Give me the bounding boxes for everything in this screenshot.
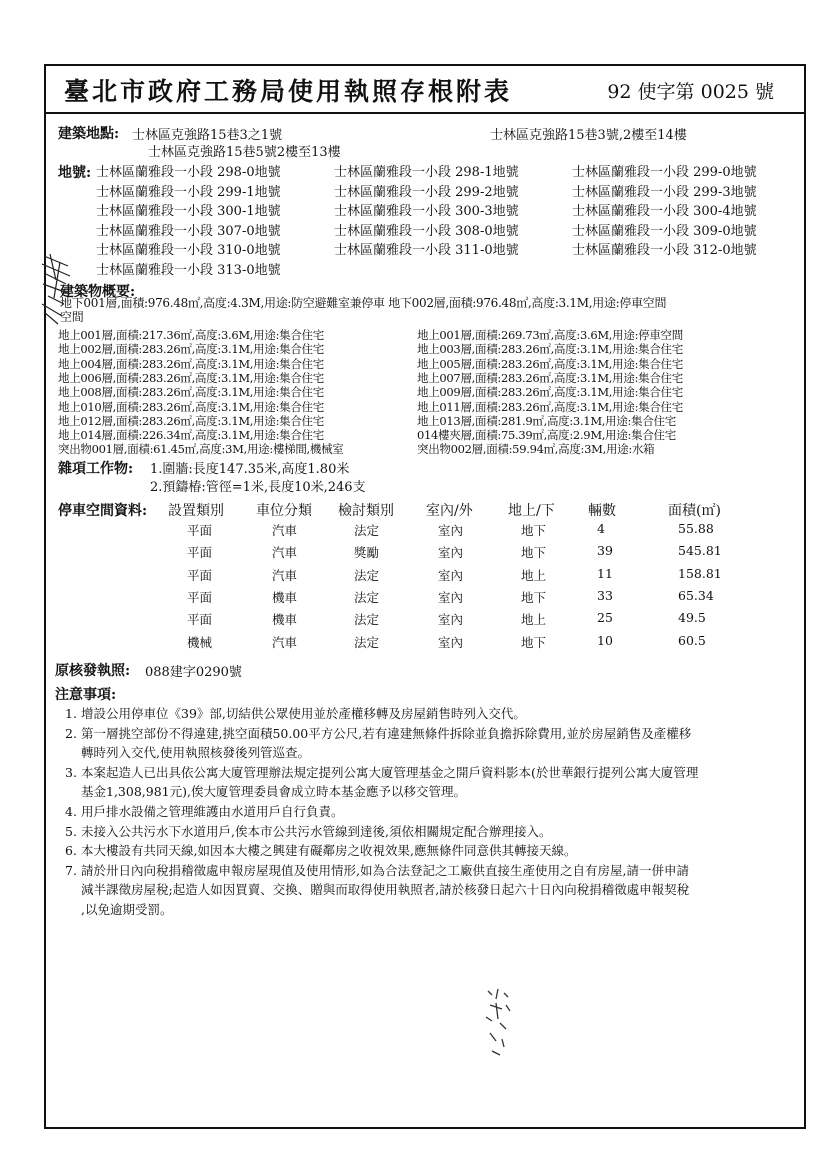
table-cell: 地上 bbox=[521, 567, 547, 583]
table-cell: 545.81 bbox=[678, 543, 722, 559]
land-lot: 士林區蘭雅段一小段 313-0地號 bbox=[96, 262, 281, 278]
floor-line: 突出物002層,面積:59.94㎡,高度:3M,用途:水箱 bbox=[417, 442, 655, 457]
table-cell: 法定 bbox=[354, 567, 380, 583]
note-text: 轉時列入交代,使用執照核發後列管巡查。 bbox=[81, 745, 310, 761]
table-cell: 平面 bbox=[187, 612, 213, 628]
original-permit-value: 088建字0290號 bbox=[145, 665, 242, 680]
note-line bbox=[65, 822, 551, 841]
note-text: 用戶排水設備之管理維護由水道用戶自行負責。 bbox=[81, 804, 344, 819]
floor-line: 地上012層,面積:283.26㎡,高度:3.1M,用途:集合住宅 bbox=[58, 413, 324, 428]
site-address-3: 士林區克強路15巷3號,2樓至14樓 bbox=[490, 128, 687, 143]
col-above-below: 地上/下 bbox=[508, 503, 555, 519]
floor-line: 地上009層,面積:283.26㎡,高度:3.1M,用途:集合住宅 bbox=[417, 385, 683, 400]
misc-works-label: 雜項工作物: bbox=[58, 461, 134, 477]
land-lot: 士林區蘭雅段一小段 300-4地號 bbox=[572, 204, 757, 219]
note-number: 6. bbox=[65, 843, 77, 859]
note-line bbox=[65, 763, 698, 782]
table-cell: 汽車 bbox=[272, 523, 298, 538]
parking-label: 停車空間資料: bbox=[58, 503, 148, 519]
notes-label: 注意事項: bbox=[55, 687, 117, 703]
signature-scribble bbox=[478, 985, 528, 1065]
table-cell: 33 bbox=[597, 587, 613, 603]
misc-work-2: 2.預鑄椿:管徑=1米,長度10米,246支 bbox=[150, 480, 366, 495]
table-cell: 法定 bbox=[354, 612, 380, 628]
land-lot: 士林區蘭雅段一小段 298-0地號 bbox=[96, 165, 281, 180]
col-indoor-outdoor: 室內/外 bbox=[426, 503, 473, 519]
table-cell: 法定 bbox=[354, 589, 380, 605]
table-cell: 機車 bbox=[272, 612, 298, 628]
table-cell: 65.34 bbox=[678, 587, 714, 603]
land-lot: 士林區蘭雅段一小段 311-0地號 bbox=[334, 243, 519, 258]
note-text: 增設公用停車位《39》部,切結供公眾使用並於產權移轉及房屋銷售時列入交代。 bbox=[81, 706, 526, 721]
note-line bbox=[65, 841, 576, 860]
land-lot: 士林區蘭雅段一小段 312-0地號 bbox=[572, 243, 757, 258]
table-cell: 室內 bbox=[438, 545, 464, 561]
misc-work-1: 1.圍牆:長度147.35米,高度1.80米 bbox=[150, 462, 350, 477]
permit-number: 92 使字第 0025 號 bbox=[607, 81, 774, 103]
document-title: 臺北市政府工務局使用執照存根附表 bbox=[64, 77, 513, 106]
land-lot: 士林區蘭雅段一小段 300-3地號 bbox=[334, 204, 519, 219]
table-cell: 法定 bbox=[354, 634, 380, 650]
table-cell: 汽車 bbox=[272, 634, 298, 650]
table-cell: 室內 bbox=[438, 634, 464, 650]
col-review-class: 檢討類別 bbox=[338, 503, 394, 519]
basement-cont: 空間 bbox=[60, 310, 84, 324]
table-cell: 地下 bbox=[521, 545, 547, 561]
note-text: 基金1,308,981元),俟大廈管理委員會成立時本基金應予以移交管理。 bbox=[81, 784, 466, 800]
floor-line: 地上001層,面積:269.73㎡,高度:3.6M,用途:停車空間 bbox=[417, 328, 683, 342]
land-lot: 士林區蘭雅段一小段 308-0地號 bbox=[334, 223, 519, 239]
note-text: 第一層挑空部份不得違建,挑空面積50.00平方公尺,若有違建無條件拆除並負擔拆除費用,並於房屋銷售及產權移 bbox=[81, 725, 692, 741]
table-cell: 平面 bbox=[187, 523, 213, 538]
table-cell: 49.5 bbox=[678, 610, 706, 626]
land-lot: 士林區蘭雅段一小段 299-0地號 bbox=[572, 165, 757, 180]
table-cell: 地下 bbox=[521, 634, 547, 650]
note-line bbox=[65, 782, 466, 801]
table-cell: 11 bbox=[597, 565, 613, 581]
note-text: 減半課徵房屋稅;起造人如因買賣、交換、贈與而取得使用執照者,請於核發日起六十日內向稅捐稽徵處申報契稅 bbox=[81, 882, 690, 898]
col-count: 輛數 bbox=[588, 503, 616, 519]
land-label: 地號: bbox=[58, 165, 92, 181]
table-cell: 室內 bbox=[438, 612, 464, 628]
table-cell: 25 bbox=[597, 610, 613, 626]
land-lot: 士林區蘭雅段一小段 310-0地號 bbox=[96, 243, 281, 258]
table-cell: 10 bbox=[597, 632, 613, 648]
note-number: 7. bbox=[65, 862, 77, 878]
floor-line: 地上003層,面積:283.26㎡,高度:3.1M,用途:集合住宅 bbox=[417, 342, 683, 357]
note-number: 3. bbox=[65, 764, 77, 780]
note-line bbox=[65, 802, 344, 821]
building-label: 建築物概要: bbox=[60, 284, 136, 300]
note-line bbox=[65, 861, 689, 880]
table-cell: 平面 bbox=[187, 567, 213, 583]
table-cell: 室內 bbox=[438, 567, 464, 583]
land-lot: 士林區蘭雅段一小段 299-3地號 bbox=[572, 184, 757, 200]
land-lot: 士林區蘭雅段一小段 300-1地號 bbox=[96, 204, 281, 219]
col-setup-type: 設置類別 bbox=[168, 503, 224, 519]
land-lot: 士林區蘭雅段一小段 309-0地號 bbox=[572, 223, 757, 239]
floor-line: 地上008層,面積:283.26㎡,高度:3.1M,用途:集合住宅 bbox=[58, 385, 324, 400]
scan-mark-left bbox=[40, 250, 80, 330]
basement-line: 地下001層,面積:976.48㎡,高度:4.3M,用途:防空避難室兼停車 地下002層,面積:976.48㎡,高度:3.1M,用途:停車空間 bbox=[60, 296, 667, 310]
title-row bbox=[46, 66, 804, 114]
table-cell: 機車 bbox=[272, 589, 298, 605]
note-number: 5. bbox=[65, 823, 77, 839]
note-number: 4. bbox=[65, 804, 77, 819]
note-text: 本大樓設有共同天線,如因本大樓之興建有礙鄰房之收視效果,應無條件同意供其轉接天線。 bbox=[81, 843, 577, 859]
floor-line: 地上007層,面積:283.26㎡,高度:3.1M,用途:集合住宅 bbox=[417, 370, 683, 385]
table-cell: 機械 bbox=[187, 634, 213, 650]
table-cell: 55.88 bbox=[678, 521, 714, 536]
land-lot: 士林區蘭雅段一小段 307-0地號 bbox=[96, 223, 281, 239]
floor-line: 地上006層,面積:283.26㎡,高度:3.1M,用途:集合住宅 bbox=[58, 370, 324, 385]
table-cell: 地上 bbox=[521, 612, 547, 628]
table-cell: 室內 bbox=[438, 523, 464, 538]
floor-line: 突出物001層,面積:61.45㎡,高度:3M,用途:樓梯間,機械室 bbox=[58, 442, 344, 457]
table-cell: 39 bbox=[597, 543, 613, 559]
floor-line: 地上011層,面積:283.26㎡,高度:3.1M,用途:集合住宅 bbox=[417, 399, 683, 414]
floor-line: 地上002層,面積:283.26㎡,高度:3.1M,用途:集合住宅 bbox=[58, 342, 324, 357]
table-cell: 平面 bbox=[187, 589, 213, 605]
table-cell: 158.81 bbox=[678, 565, 722, 581]
note-number: 1. bbox=[65, 706, 77, 721]
floor-line: 地上010層,面積:283.26㎡,高度:3.1M,用途:集合住宅 bbox=[58, 399, 324, 414]
original-permit-label: 原核發執照: bbox=[55, 663, 131, 679]
table-cell: 地下 bbox=[521, 589, 547, 605]
land-lot: 士林區蘭雅段一小段 299-1地號 bbox=[96, 184, 281, 200]
note-number: 2. bbox=[65, 725, 77, 741]
site-label: 建築地點: bbox=[58, 126, 120, 142]
table-cell: 汽車 bbox=[272, 567, 298, 583]
site-address-1: 士林區克強路15巷3之1號 bbox=[132, 128, 283, 143]
table-cell: 地下 bbox=[521, 523, 547, 538]
note-line bbox=[65, 704, 526, 723]
table-cell: 汽車 bbox=[272, 545, 298, 561]
note-line bbox=[65, 900, 172, 919]
note-text: 未接入公共污水下水道用戶,俟本市公共污水管線到達後,須依相關規定配合辦理接入。 bbox=[81, 823, 552, 839]
table-cell: 4 bbox=[597, 521, 605, 536]
site-address-2: 士林區克強路15巷5號2樓至13樓 bbox=[148, 145, 341, 160]
table-cell: 60.5 bbox=[678, 632, 706, 648]
note-line bbox=[65, 743, 310, 762]
floor-line: 地上014層,面積:226.34㎡,高度:3.1M,用途:集合住宅 bbox=[58, 428, 324, 443]
land-lot: 士林區蘭雅段一小段 299-2地號 bbox=[334, 184, 519, 200]
col-area: 面積(㎡) bbox=[668, 503, 721, 519]
table-cell: 法定 bbox=[354, 523, 380, 538]
floor-line: 地上004層,面積:283.26㎡,高度:3.1M,用途:集合住宅 bbox=[58, 356, 324, 371]
floor-line: 地上013層,面積:281.9㎡,高度:3.1M,用途:集合住宅 bbox=[417, 413, 676, 428]
table-cell: 平面 bbox=[187, 545, 213, 561]
table-cell: 獎勵 bbox=[354, 545, 380, 561]
table-cell: 室內 bbox=[438, 589, 464, 605]
note-line bbox=[65, 880, 689, 899]
land-lot: 士林區蘭雅段一小段 298-1地號 bbox=[334, 165, 519, 180]
note-text: 本案起造人已出具依公寓大廈管理辦法規定提列公寓大廈管理基金之開戶資料影本(於世華銀行提列公寓大廈管理 bbox=[81, 764, 699, 780]
note-text: ,以免逾期受罰。 bbox=[81, 902, 173, 917]
floor-line: 014樓夾層,面積:75.39㎡,高度:2.9M,用途:集合住宅 bbox=[417, 428, 676, 443]
note-text: 請於卅日內向稅捐稽徵處申報房屋現值及使用情形,如為合法登記之工廠供直接生產使用之自有房屋,請一併申請 bbox=[81, 862, 689, 878]
col-space-class: 車位分類 bbox=[256, 503, 312, 519]
floor-line: 地上005層,面積:283.26㎡,高度:3.1M,用途:集合住宅 bbox=[417, 356, 683, 371]
note-line bbox=[65, 724, 691, 743]
floor-line: 地上001層,面積:217.36㎡,高度:3.6M,用途:集合住宅 bbox=[58, 328, 324, 342]
